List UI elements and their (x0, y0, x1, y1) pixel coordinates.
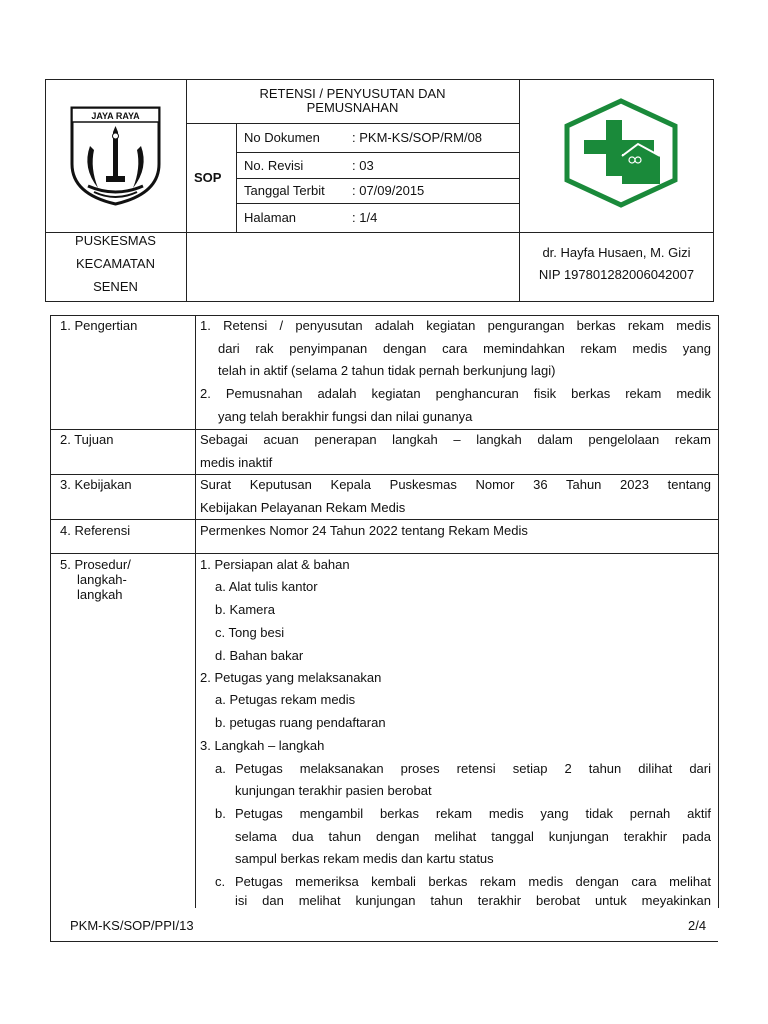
meta-value-halaman: : 1/4 (352, 210, 378, 225)
section-label-tujuan: 2. Tujuan (60, 432, 114, 447)
document-title-line1: RETENSI / PENYUSUTAN DAN (259, 86, 446, 101)
pengertian-item1-line1: 1. Retensi / penyusutan adalah kegiatan pengurangan berkas rekam medis (200, 318, 711, 333)
kebijakan-line1: Surat Keputusan Kepala Puskesmas Nomor 36 Tahun 2023 tentang (200, 477, 711, 492)
meta-value-tanggal-terbit: : 07/09/2015 (352, 183, 425, 198)
prosedur-persiapan-item: c. Tong besi (215, 625, 285, 640)
section-label-kebijakan: 3. Kebijakan (60, 477, 132, 492)
langkah-c-marker: c. (215, 874, 226, 889)
langkah-a-line1: Petugas melaksanakan proses retensi setiap 2 tahun dilihat dari (235, 761, 711, 776)
section-label-prosedur-line3: langkah (77, 587, 123, 602)
referensi-line1: Permenkes Nomor 24 Tahun 2022 tentang Rekam Medis (200, 523, 528, 538)
section-label-pengertian: 1. Pengertian (60, 318, 138, 333)
prosedur-petugas-item: b. petugas ruang pendaftaran (215, 715, 386, 730)
meta-label-halaman: Halaman (244, 210, 297, 225)
prosedur-heading-langkah: 3. Langkah – langkah (200, 738, 325, 753)
langkah-a-line2: kunjungan terakhir pasien berobat (235, 783, 432, 798)
prosedur-petugas-item: a. Petugas rekam medis (215, 692, 356, 707)
pengertian-item2-line1: 2. Pemusnahan adalah kegiatan penghancuran fisik berkas rekam medik (200, 386, 711, 401)
puskesmas-cross-logo (562, 98, 680, 208)
langkah-b-marker: b. (215, 806, 226, 821)
org-name-line1: PUSKESMAS (75, 233, 156, 248)
meta-value-no-revisi: : 03 (352, 158, 374, 173)
kebijakan-line2: Kebijakan Pelayanan Rekam Medis (200, 500, 406, 515)
document-title-line2: PEMUSNAHAN (306, 100, 399, 115)
langkah-b-line2: selama dua tahun dengan melihat tanggal kunjungan terakhir pada (235, 829, 711, 844)
langkah-c-line1: Petugas memeriksa kembali berkas rekam medis dengan cara melihat (235, 874, 711, 889)
org-name-line2: KECAMATAN (76, 256, 155, 271)
footer-document-code: PKM-KS/SOP/PPI/13 (70, 918, 194, 933)
langkah-b-line3: sampul berkas rekam medis dan kartu status (235, 851, 494, 866)
footer-page-number: 2/4 (688, 918, 707, 933)
langkah-a-marker: a. (215, 761, 226, 776)
tujuan-line2: medis inaktif (200, 455, 273, 470)
section-label-prosedur-line1: 5. Prosedur/ (60, 557, 131, 572)
prosedur-heading-petugas: 2. Petugas yang melaksanakan (200, 670, 382, 685)
langkah-c-line2: isi dan melihat kunjungan tahun terakhir berobat untuk meyakinkan (235, 893, 711, 908)
pengertian-item1-line2: dari rak penyimpanan dengan cara memindahkan rekam medis yang (218, 341, 711, 356)
meta-label-no-revisi: No. Revisi (244, 158, 304, 173)
jaya-raya-emblem-logo (68, 106, 163, 206)
prosedur-persiapan-item: b. Kamera (215, 602, 275, 617)
section-label-prosedur-line2: langkah- (77, 572, 127, 587)
emblem-text: JAYA RAYA (91, 111, 140, 121)
tujuan-line1: Sebagai acuan penerapan langkah – langkah dalam pengelolaan rekam (200, 432, 711, 447)
signer-name: dr. Hayfa Husaen, M. Gizi (542, 245, 691, 260)
section-label-referensi: 4. Referensi (60, 523, 131, 538)
signer-nip: NIP 197801282006042007 (538, 267, 695, 282)
meta-value-no-dokumen: : PKM-KS/SOP/RM/08 (352, 130, 483, 145)
org-name-line3: SENEN (93, 279, 138, 294)
pengertian-item2-line2: yang telah berakhir fungsi dan nilai gunanya (218, 409, 473, 424)
langkah-b-line1: Petugas mengambil berkas rekam medis yang tidak pernah aktif (235, 806, 711, 821)
meta-label-tanggal-terbit: Tanggal Terbit (244, 183, 325, 198)
prosedur-persiapan-item: a. Alat tulis kantor (215, 579, 318, 594)
sop-label: SOP (194, 170, 222, 185)
pengertian-item1-line3: telah in aktif (selama 2 tahun tidak pernah berkunjung lagi) (218, 363, 556, 378)
prosedur-heading-persiapan: 1. Persiapan alat & bahan (200, 557, 350, 572)
prosedur-persiapan-item: d. Bahan bakar (215, 648, 304, 663)
meta-label-no-dokumen: No Dokumen (244, 130, 320, 145)
